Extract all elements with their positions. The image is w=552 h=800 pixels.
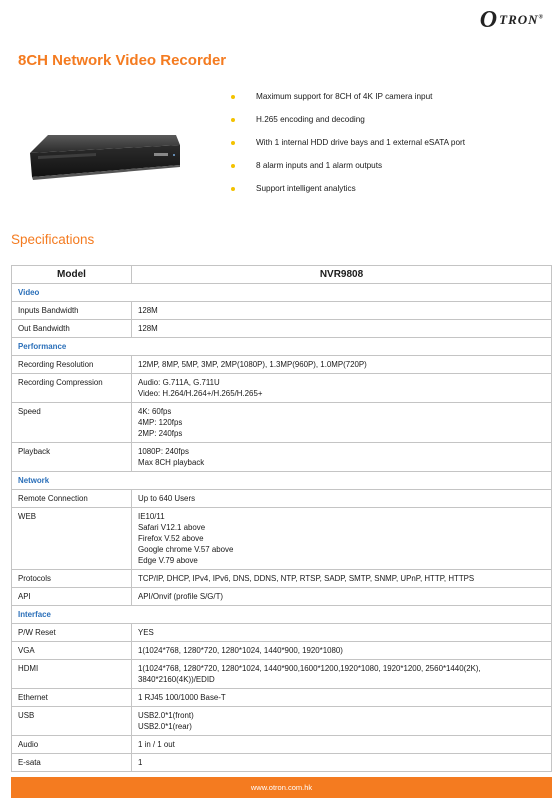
spec-label: Recording Resolution — [12, 356, 132, 374]
spec-label: P/W Reset — [12, 624, 132, 642]
spec-value — [132, 642, 552, 660]
feature-item: H.265 encoding and decoding — [230, 113, 465, 136]
spec-value-line: IE10/11 — [138, 512, 165, 521]
section-title: Network — [12, 472, 552, 490]
spec-value — [132, 302, 552, 320]
spec-label: Playback — [12, 443, 132, 472]
spec-value-line: Max 8CH playback — [138, 458, 205, 467]
spec-value — [132, 356, 552, 374]
spec-value — [132, 490, 552, 508]
table-row — [12, 660, 552, 689]
spec-value-line: 2MP: 240fps — [138, 429, 183, 438]
table-row — [12, 624, 552, 642]
specifications-table — [11, 265, 552, 772]
logo-letter: O — [479, 7, 499, 33]
feature-item: With 1 internal HDD drive bays and 1 external eSATA port — [230, 136, 465, 159]
spec-label: Inputs Bandwidth — [12, 302, 132, 320]
table-row — [12, 374, 552, 403]
spec-value-line: Google chrome V.57 above — [138, 545, 234, 554]
logo-registered-mark: ® — [538, 14, 544, 21]
nvr-device-image — [26, 131, 182, 186]
table-row — [12, 689, 552, 707]
table-row — [12, 642, 552, 660]
spec-value-line: Edge V.79 above — [138, 556, 198, 565]
spec-label: API — [12, 588, 132, 606]
model-label: Model — [12, 266, 132, 284]
model-value: NVR9808 — [132, 266, 552, 284]
brand-logo — [480, 4, 544, 31]
spec-value-line: 1 RJ45 100/1000 Base-T — [138, 693, 226, 702]
spec-value-line: USB2.0*1(rear) — [138, 722, 192, 731]
section-row — [12, 606, 552, 624]
spec-label: Remote Connection — [12, 490, 132, 508]
spec-value-line: Audio: G.711A, G.711U — [138, 378, 220, 387]
product-title: 8CH Network Video Recorder — [18, 52, 227, 69]
spec-value — [132, 736, 552, 754]
table-row — [12, 736, 552, 754]
footer-bar — [11, 777, 552, 798]
spec-value-line: 4K: 60fps — [138, 407, 172, 416]
spec-value-line: Up to 640 Users — [138, 494, 196, 503]
footer-url: www.otron.com.hk — [250, 783, 313, 792]
table-row — [12, 356, 552, 374]
spec-value — [132, 403, 552, 443]
feature-list — [230, 90, 465, 205]
spec-label: E-sata — [12, 754, 132, 772]
section-row — [12, 284, 552, 302]
spec-value-line: TCP/IP, DHCP, IPv4, IPv6, DNS, DDNS, NTP, RTSP, SADP, SMTP, SNMP, UPnP, HTTP, HTTPS — [138, 574, 475, 583]
spec-label: Recording Compression — [12, 374, 132, 403]
specifications-body — [12, 284, 552, 772]
table-row — [12, 570, 552, 588]
spec-value-line: Firefox V.52 above — [138, 534, 204, 543]
spec-label: Ethernet — [12, 689, 132, 707]
logo-text: TRON — [499, 12, 539, 27]
spec-value — [132, 624, 552, 642]
spec-value — [132, 443, 552, 472]
feature-item: Support intelligent analytics — [230, 182, 465, 205]
section-title: Performance — [12, 338, 552, 356]
spec-label: Protocols — [12, 570, 132, 588]
table-row — [12, 754, 552, 772]
spec-value-line: USB2.0*1(front) — [138, 711, 194, 720]
spec-label: USB — [12, 707, 132, 736]
spec-value-line: 1(1024*768, 1280*720, 1280*1024, 1440*900,1600*1200,1920*1080, 1920*1200, 2560*1440(2K), — [138, 664, 481, 673]
table-row — [12, 707, 552, 736]
section-title: Video — [12, 284, 552, 302]
spec-value — [132, 689, 552, 707]
feature-item: 8 alarm inputs and 1 alarm outputs — [230, 159, 465, 182]
spec-value-line: 4MP: 120fps — [138, 418, 183, 427]
spec-label: HDMI — [12, 660, 132, 689]
spec-value-line: 1 in / 1 out — [138, 740, 175, 749]
table-row — [12, 320, 552, 338]
table-row — [12, 443, 552, 472]
spec-value-line: 128M — [138, 306, 158, 315]
spec-value — [132, 660, 552, 689]
table-row — [12, 490, 552, 508]
spec-value-line: 3840*2160(4K))/EDID — [138, 675, 215, 684]
table-row — [12, 588, 552, 606]
section-title: Interface — [12, 606, 552, 624]
spec-value — [132, 570, 552, 588]
spec-label: Audio — [12, 736, 132, 754]
spec-value-line: 12MP, 8MP, 5MP, 3MP, 2MP(1080P), 1.3MP(960P), 1.0MP(720P) — [138, 360, 367, 369]
spec-value-line: Safari V12.1 above — [138, 523, 206, 532]
spec-value-line: API/Onvif (profile S/G/T) — [138, 592, 224, 601]
table-header-row — [12, 266, 552, 284]
spec-value-line: 128M — [138, 324, 158, 333]
spec-value — [132, 707, 552, 736]
spec-value — [132, 588, 552, 606]
spec-label: WEB — [12, 508, 132, 570]
spec-label: Speed — [12, 403, 132, 443]
spec-label: Out Bandwidth — [12, 320, 132, 338]
table-row — [12, 403, 552, 443]
spec-value-line: 1080P: 240fps — [138, 447, 189, 456]
table-row — [12, 508, 552, 570]
spec-value-line: Video: H.264/H.264+/H.265/H.265+ — [138, 389, 263, 398]
spec-value-line: YES — [138, 628, 154, 637]
section-row — [12, 472, 552, 490]
spec-value — [132, 374, 552, 403]
spec-value-line: 1(1024*768, 1280*720, 1280*1024, 1440*900, 1920*1080) — [138, 646, 343, 655]
spec-label: VGA — [12, 642, 132, 660]
spec-value — [132, 320, 552, 338]
section-row — [12, 338, 552, 356]
table-row — [12, 302, 552, 320]
spec-value — [132, 508, 552, 570]
spec-value-line: 1 — [138, 758, 143, 767]
spec-value — [132, 754, 552, 772]
specifications-heading: Specifications — [11, 232, 95, 247]
feature-item: Maximum support for 8CH of 4K IP camera input — [230, 90, 465, 113]
